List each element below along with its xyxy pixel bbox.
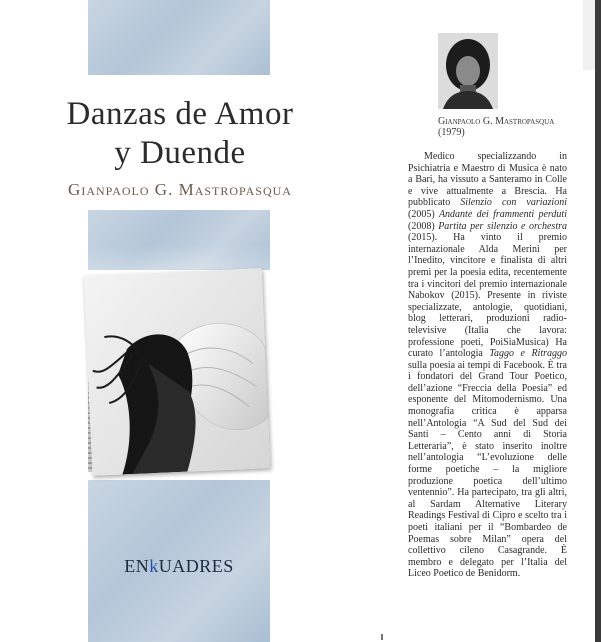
author-portrait — [438, 33, 498, 109]
author-name: Gianpaolo G. Mastropasqua — [438, 116, 555, 127]
cover-author-name: Gianpaolo G. Mastropasqua — [68, 180, 292, 199]
bio-text-run: (2008) — [408, 220, 439, 232]
bio-text-run: (2015). Ha vinto il premio internazionale Alda Merini per l’Inedito, vincitore e finalista di altri premi per la poesia edita, recentemente tra i vincitori del premio internazionale Nabokov (2015). Presente in riviste specializzate, antologie, quotidiani, blog letterari, produzioni radio-televisive (Italia che lavora: professione poeti, PoiSiaMusica) Ha curato l’antologia — [408, 232, 567, 360]
bio-book-title: Silenzio con variazioni — [460, 197, 567, 209]
page-tick-mark — [381, 634, 383, 640]
bio-book-title: Taggo e Ritraggo — [489, 348, 568, 360]
cover-photo-winged-figure — [84, 268, 271, 476]
publisher-logo-prefix: EN — [124, 556, 150, 576]
publisher-logo-suffix: UADRES — [158, 556, 234, 576]
winged-figure-illustration — [84, 268, 271, 476]
author-biography — [408, 151, 567, 580]
bio-book-title: Partita per silenzio e orchestra — [438, 220, 567, 232]
author-biography-text — [408, 151, 567, 580]
cover-watercolor-top — [88, 0, 270, 75]
author-birth-year: (1979) — [438, 127, 465, 138]
bio-text-run: sulla poesia ai tempi di Facebook. È tra i fondatori del Grand Tour Poetico, dell’azione “Freccia della Poesia” ed esponente del Mitomodernismo. Una monografia critica è apparsa nell’Antologia “A Sud del Sud dei Santi – Cento anni di Storia Letteraria”, è stato inserito inoltre nell’antologia “L’evoluzione delle forme poetiche – la migliore produzione poetica dell’ultimo ventennio”. Ha partecipato, tra gli altri, al Sardam Alternative Literary Readings Festival di Cipro e scelto tra i poeti italiani per il “Bombardeo de Poemas sobre Milan” opera del collettivo cileno Casagrande. È membro e delegato per l’Italia del Liceo Poetico de Benidorm. — [408, 359, 567, 580]
book-title-line-2: y Duende — [114, 135, 246, 171]
author-portrait-image — [438, 33, 498, 109]
page-edge-strip — [595, 0, 601, 642]
bio-book-title: Andante dei frammenti perduti — [438, 208, 567, 220]
page-edge-highlight — [583, 0, 595, 70]
publisher-logo — [88, 556, 270, 577]
bio-text-run: Medico specializzando in Psichiatria e Maestro di Musica è nato a Bari, ha vissuto a Santeramo in Colle e vive attualmente a Brescia. Ha pubblicato — [408, 151, 567, 209]
publisher-logo-mark: k — [149, 556, 159, 576]
bio-text-run: (2005) — [408, 208, 439, 220]
book-title-line-1: Danzas de Amor — [66, 96, 294, 132]
